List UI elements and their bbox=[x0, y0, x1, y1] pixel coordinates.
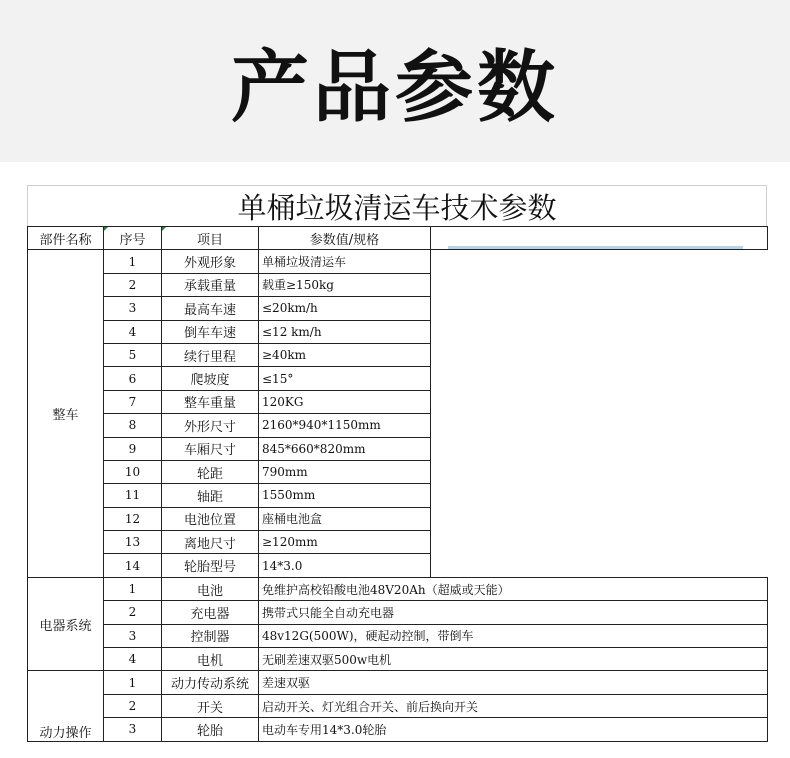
item-name-cell: 整车重量 bbox=[162, 390, 259, 413]
spec-value-cell: 48v12G(500W)，硬起动控制，带倒车 bbox=[259, 624, 768, 647]
spec-value-cell: ≤15° bbox=[259, 367, 431, 390]
vehicle-photo bbox=[448, 246, 743, 250]
serial-number-cell: 14 bbox=[104, 554, 162, 577]
item-name-cell: 离地尺寸 bbox=[162, 531, 259, 554]
spec-sheet bbox=[27, 185, 767, 742]
table-row bbox=[28, 437, 768, 460]
serial-number-cell: 1 bbox=[104, 250, 162, 273]
serial-number-cell: 2 bbox=[104, 601, 162, 624]
serial-number-cell: 4 bbox=[104, 320, 162, 343]
serial-number-cell: 11 bbox=[104, 484, 162, 507]
spec-value-cell: ≥120mm bbox=[259, 531, 431, 554]
spec-value-cell: 电动车专用14*3.0轮胎 bbox=[259, 718, 768, 741]
spec-value-cell: 120KG bbox=[259, 390, 431, 413]
item-name-cell: 开关 bbox=[162, 694, 259, 717]
table-row bbox=[28, 343, 768, 366]
table-row bbox=[28, 390, 768, 413]
item-name-cell: 爬坡度 bbox=[162, 367, 259, 390]
header-row bbox=[28, 227, 768, 250]
item-name-cell: 倒车车速 bbox=[162, 320, 259, 343]
serial-number-cell: 5 bbox=[104, 343, 162, 366]
title-banner bbox=[0, 0, 790, 162]
spec-value-cell: 无刷差速双驱500w电机 bbox=[259, 648, 768, 671]
item-name-cell: 承载重量 bbox=[162, 273, 259, 296]
spec-value-cell: ≤12 km/h bbox=[259, 320, 431, 343]
header-item: 项目 bbox=[162, 227, 259, 250]
serial-number-cell: 1 bbox=[104, 671, 162, 694]
item-name-cell: 最高车速 bbox=[162, 297, 259, 320]
serial-number-cell: 2 bbox=[104, 273, 162, 296]
table-row bbox=[28, 624, 768, 647]
table-row bbox=[28, 671, 768, 694]
table-row bbox=[28, 367, 768, 390]
serial-number-cell: 1 bbox=[104, 577, 162, 600]
serial-number-cell: 10 bbox=[104, 460, 162, 483]
spec-value-cell: 载重≥150kg bbox=[259, 273, 431, 296]
item-name-cell: 轮距 bbox=[162, 460, 259, 483]
item-name-cell: 电池位置 bbox=[162, 507, 259, 530]
table-row bbox=[28, 718, 768, 741]
item-name-cell: 轮胎型号 bbox=[162, 554, 259, 577]
item-name-cell: 外形尺寸 bbox=[162, 414, 259, 437]
serial-number-cell: 12 bbox=[104, 507, 162, 530]
spec-value-cell: 2160*940*1150mm bbox=[259, 414, 431, 437]
item-name-cell: 电机 bbox=[162, 648, 259, 671]
table-row bbox=[28, 601, 768, 624]
header-no: 序号 bbox=[104, 227, 162, 250]
item-name-cell: 轮胎 bbox=[162, 718, 259, 741]
item-name-cell: 续行里程 bbox=[162, 343, 259, 366]
part-name-cell: 电器系统 bbox=[28, 577, 104, 671]
item-name-cell: 轴距 bbox=[162, 484, 259, 507]
serial-number-cell: 13 bbox=[104, 531, 162, 554]
spec-table bbox=[27, 226, 768, 742]
spec-value-cell: 座桶电池盒 bbox=[259, 507, 431, 530]
table-row bbox=[28, 250, 768, 273]
table-row bbox=[28, 577, 768, 600]
spec-value-cell: ≥40km bbox=[259, 343, 431, 366]
table-row bbox=[28, 531, 768, 554]
header-value: 参数值/规格 bbox=[259, 227, 431, 250]
serial-number-cell: 8 bbox=[104, 414, 162, 437]
table-row bbox=[28, 414, 768, 437]
part-name-cell: 动力操作 bbox=[28, 671, 104, 741]
header-part: 部件名称 bbox=[28, 227, 104, 250]
serial-number-cell: 3 bbox=[104, 297, 162, 320]
spec-value-cell: 免维护高校铅酸电池48V20Ah（超威或天能） bbox=[259, 577, 768, 600]
spec-value-cell: 1550mm bbox=[259, 484, 431, 507]
serial-number-cell: 4 bbox=[104, 648, 162, 671]
serial-number-cell: 7 bbox=[104, 390, 162, 413]
banner-title: 产品参数 bbox=[230, 43, 559, 133]
item-name-cell: 电池 bbox=[162, 577, 259, 600]
table-row bbox=[28, 320, 768, 343]
spec-value-cell: 790mm bbox=[259, 460, 431, 483]
serial-number-cell: 9 bbox=[104, 437, 162, 460]
spec-value-cell: 携带式只能全自动充电器 bbox=[259, 601, 768, 624]
table-row bbox=[28, 460, 768, 483]
table-row bbox=[28, 554, 768, 577]
item-name-cell: 车厢尺寸 bbox=[162, 437, 259, 460]
sheet-title: 单桶垃圾清运车技术参数 bbox=[27, 185, 767, 226]
serial-number-cell: 6 bbox=[104, 367, 162, 390]
serial-number-cell: 3 bbox=[104, 624, 162, 647]
spec-value-cell: 14*3.0 bbox=[259, 554, 431, 577]
serial-number-cell: 2 bbox=[104, 694, 162, 717]
table-row bbox=[28, 694, 768, 717]
item-name-cell: 动力传动系统 bbox=[162, 671, 259, 694]
table-row bbox=[28, 297, 768, 320]
item-name-cell: 充电器 bbox=[162, 601, 259, 624]
item-name-cell: 外观形象 bbox=[162, 250, 259, 273]
table-row bbox=[28, 273, 768, 296]
spec-value-cell: 845*660*820mm bbox=[259, 437, 431, 460]
table-row bbox=[28, 648, 768, 671]
item-name-cell: 控制器 bbox=[162, 624, 259, 647]
table-row bbox=[28, 484, 768, 507]
serial-number-cell: 3 bbox=[104, 718, 162, 741]
spec-value-cell: ≤20km/h bbox=[259, 297, 431, 320]
spec-value-cell: 启动开关、灯光组合开关、前后换向开关 bbox=[259, 694, 768, 717]
spec-value-cell: 单桶垃圾清运车 bbox=[259, 250, 431, 273]
photo-cell bbox=[431, 227, 768, 250]
table-row bbox=[28, 507, 768, 530]
spec-value-cell: 差速双驱 bbox=[259, 671, 768, 694]
part-name-cell: 整车 bbox=[28, 250, 104, 577]
